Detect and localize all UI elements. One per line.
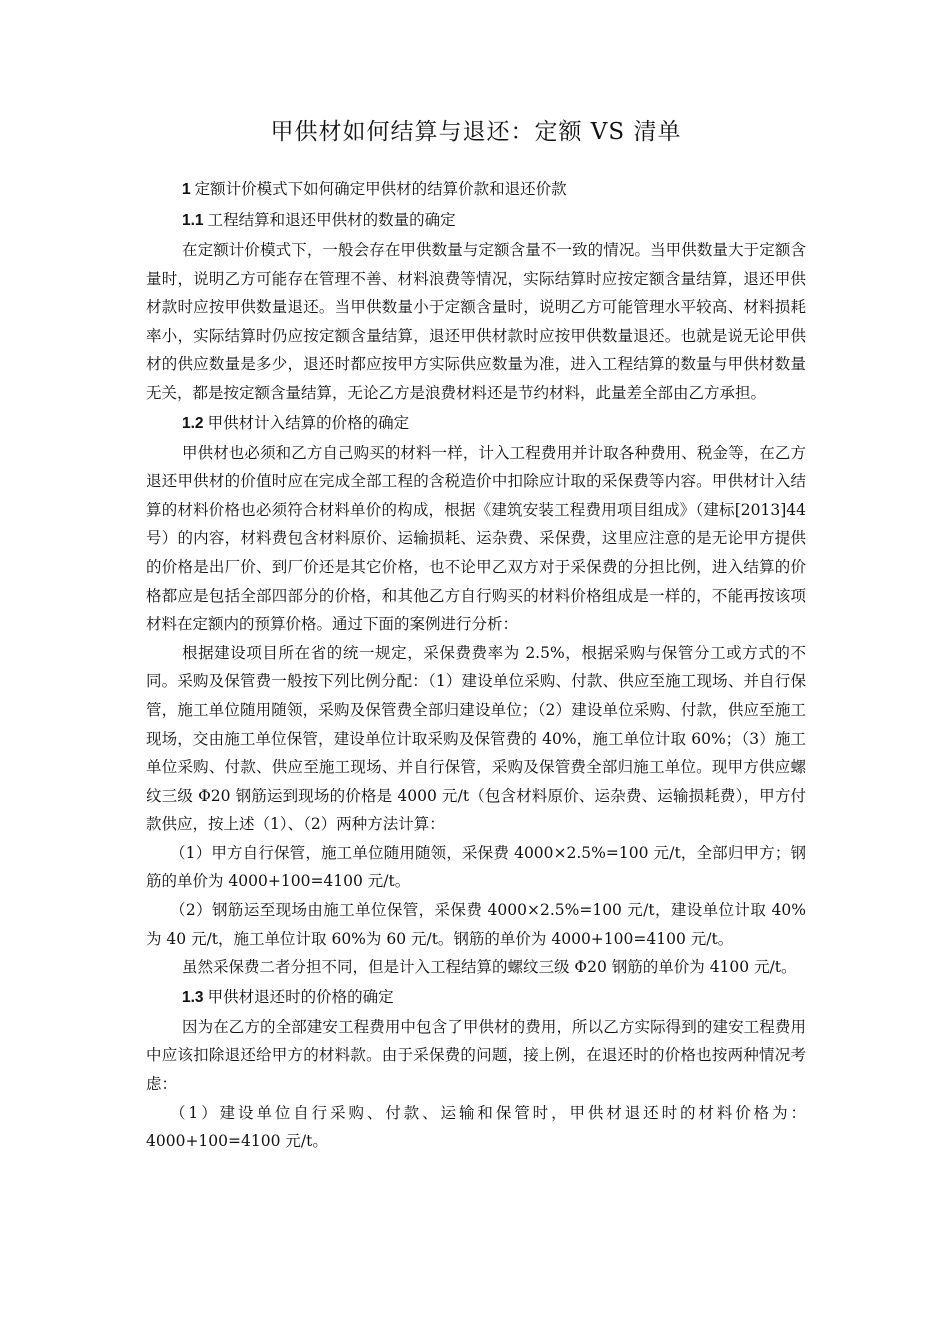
section-title: 工程结算和退还甲供材的数量的确定 (207, 211, 456, 229)
section-1-heading (146, 174, 806, 205)
paragraph-refund: 因为在乙方的全部建安工程费用中包含了甲供材的费用，所以乙方实际得到的建安工程费用中应该扣除退还给甲方的材料款。由于采保费的问题，接上例，在退还时的价格也按两种情况考虑： (146, 1017, 806, 1094)
paragraph-quantity: 在定额计价模式下，一般会存在甲供数量与定额含量不一致的情况。当甲供数量大于定额含量时，说明乙方可能存在管理不善、材料浪费等情况，实际结算时应按定额含量结算，退还甲供材款时应按甲供数量退还。当甲供数量小于定额含量时，说明乙方可能管理水平较高、材料损耗率小，实际结算时仍应按定额含量结算，退还甲供材款时应按甲供数量退还。也就是说无论甲供材的供应数量是多少，退还时都应按甲方实际供应数量为准，进入工程结算的数量与甲供材数量无关，都是按定额含量结算，无论乙方是浪费材料还是节约材料，此量差全部由乙方承担。 (146, 241, 806, 402)
section-number: 1.1 (182, 212, 204, 229)
section-1-2-heading (146, 408, 806, 439)
paragraph-price: 甲供材也必须和乙方自己购买的材料一样，计入工程费用并计取各种费用、税金等，在乙方退还甲供材的价值时应在完成全部工程的含税造价中扣除应计取的采保费等内容。甲供材计入结算的材料价格也必须符合材料单价的构成，根据《建筑安装工程费用项目组成》（建标[2013]44 号）的内容，材料费包含材料原价、运输损耗、运杂费、采保费，这里应注意的是无论甲方提供的价格是出厂价、到厂价还是其它价格，也不论甲乙双方对于采保费的分担比例，进入结算的价格都应是包括全部四部分的价格，和其他乙方自行购买的材料价格组成是一样的，不能再按该项材料在定额内的预算价格。通过下面的案例进行分析： (146, 443, 806, 634)
section-title: 甲供材退还时的价格的确定 (207, 987, 394, 1006)
section-number: 1.2 (182, 414, 204, 432)
section-number: 1 (182, 181, 191, 198)
paragraph-fee-rules: 根据建设项目所在省的统一规定，采保费费率为 2.5%，根据采购与保管分工或方式的不同。采购及保管费一般按下列比例分配：（1）建设单位采购、付款、供应至施工现场、并自行保管，施工单位随用随领，采购及保管费全部归建设单位；（2）建设单位采购、付款，供应至施工现场，交由施工单位保管，建设单位计取采购及保管费的 40%，施工单位计取 60%；（3）施工单位采购、付款、供应至施工现场、并自行保管，采购及保管费全部归施工单位。现甲方供应螺纹三级 Φ20 钢筋运到现场的价格是 4000 元/t（包含材料原价、运杂费、运输损耗费），甲方付款供应，按上述（1）、（2）两种方法计算： (146, 643, 806, 834)
section-1-3-heading (146, 982, 806, 1013)
paragraph-refund-case-1: （1）建设单位自行采购、付款、运输和保管时，甲供材退还时的材料价格为：4000+100=4100 元/t。 (146, 1103, 806, 1151)
document-page (146, 112, 806, 1156)
section-title: 甲供材计入结算的价格的确定 (207, 413, 410, 432)
paragraph-case-1: （1）甲方自行保管，施工单位随用随领，采保费 4000×2.5%=100 元/t，全部归甲方；钢筋的单价为 4000+100=4100 元/t。 (146, 843, 806, 891)
section-1-1-heading (146, 205, 806, 236)
paragraph-case-2: （2）钢筋运至现场由施工单位保管，采保费 4000×2.5%=100 元/t，建设单位计取 40%为 40 元/t，施工单位计取 60%为 60 元/t。钢筋的单价为 4000+100=4100 元/t。 (146, 901, 806, 948)
section-title: 定额计价模式下如何确定甲供材的结算价款和退还价款 (194, 180, 567, 198)
document-title: 甲供材如何结算与退还：定额 VS 清单 (270, 119, 682, 145)
paragraph-conclusion: 虽然采保费二者分担不同，但是计入工程结算的螺纹三级 Φ20 钢筋的单价为 4100 元/t。 (182, 958, 797, 977)
section-number: 1.3 (182, 988, 204, 1006)
